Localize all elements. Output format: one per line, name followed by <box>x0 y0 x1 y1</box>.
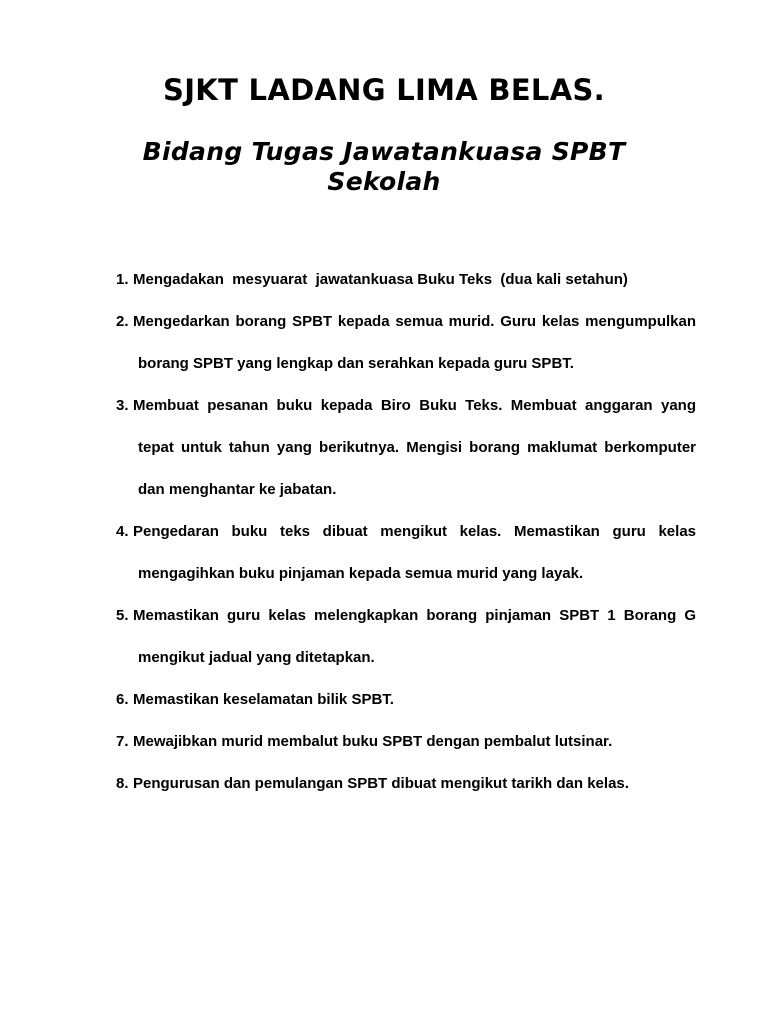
duty-number: 3. <box>116 397 129 414</box>
duty-number: 7. <box>116 733 129 750</box>
duty-number: 5. <box>116 607 129 624</box>
duty-item <box>116 259 696 301</box>
duty-number: 8. <box>116 775 129 792</box>
duty-text: Memastikan guru kelas melengkapkan borang pinjaman SPBT 1 Borang G mengikut jadual yang ditetapkan. <box>133 607 696 666</box>
duty-number: 6. <box>116 691 129 708</box>
duty-text: Pengedaran buku teks dibuat mengikut kelas. Memastikan guru kelas mengagihkan buku pinjaman kepada semua murid yang layak. <box>133 523 696 582</box>
duty-text: Mewajibkan murid membalut buku SPBT dengan pembalut lutsinar. <box>133 733 613 750</box>
duty-number: 2. <box>116 313 129 330</box>
duty-number: 1. <box>116 271 129 288</box>
duty-list <box>116 259 696 805</box>
school-title: SJKT LADANG LIMA BELAS. <box>163 73 605 107</box>
duty-item <box>116 301 696 385</box>
duty-item <box>116 763 696 805</box>
duty-text: Mengadakan mesyuarat jawatankuasa Buku Teks (dua kali setahun) <box>133 271 628 288</box>
duty-text: Memastikan keselamatan bilik SPBT. <box>133 691 394 708</box>
duty-item <box>116 679 696 721</box>
duty-item <box>116 721 696 763</box>
duty-number: 4. <box>116 523 129 540</box>
duty-item <box>116 385 696 511</box>
duty-text: Membuat pesanan buku kepada Biro Buku Teks. Membuat anggaran yang tepat untuk tahun yang berikutnya. Mengisi borang maklumat berkomputer dan menghantar ke jabatan. <box>133 397 696 498</box>
duty-item <box>116 511 696 595</box>
document-subtitle: Bidang Tugas Jawatankuasa SPBT Sekolah <box>142 137 626 196</box>
duty-item <box>116 595 696 679</box>
duty-text: Pengurusan dan pemulangan SPBT dibuat mengikut tarikh dan kelas. <box>133 775 629 792</box>
duty-text: Mengedarkan borang SPBT kepada semua murid. Guru kelas mengumpulkan borang SPBT yang lengkap dan serahkan kepada guru SPBT. <box>133 313 696 372</box>
